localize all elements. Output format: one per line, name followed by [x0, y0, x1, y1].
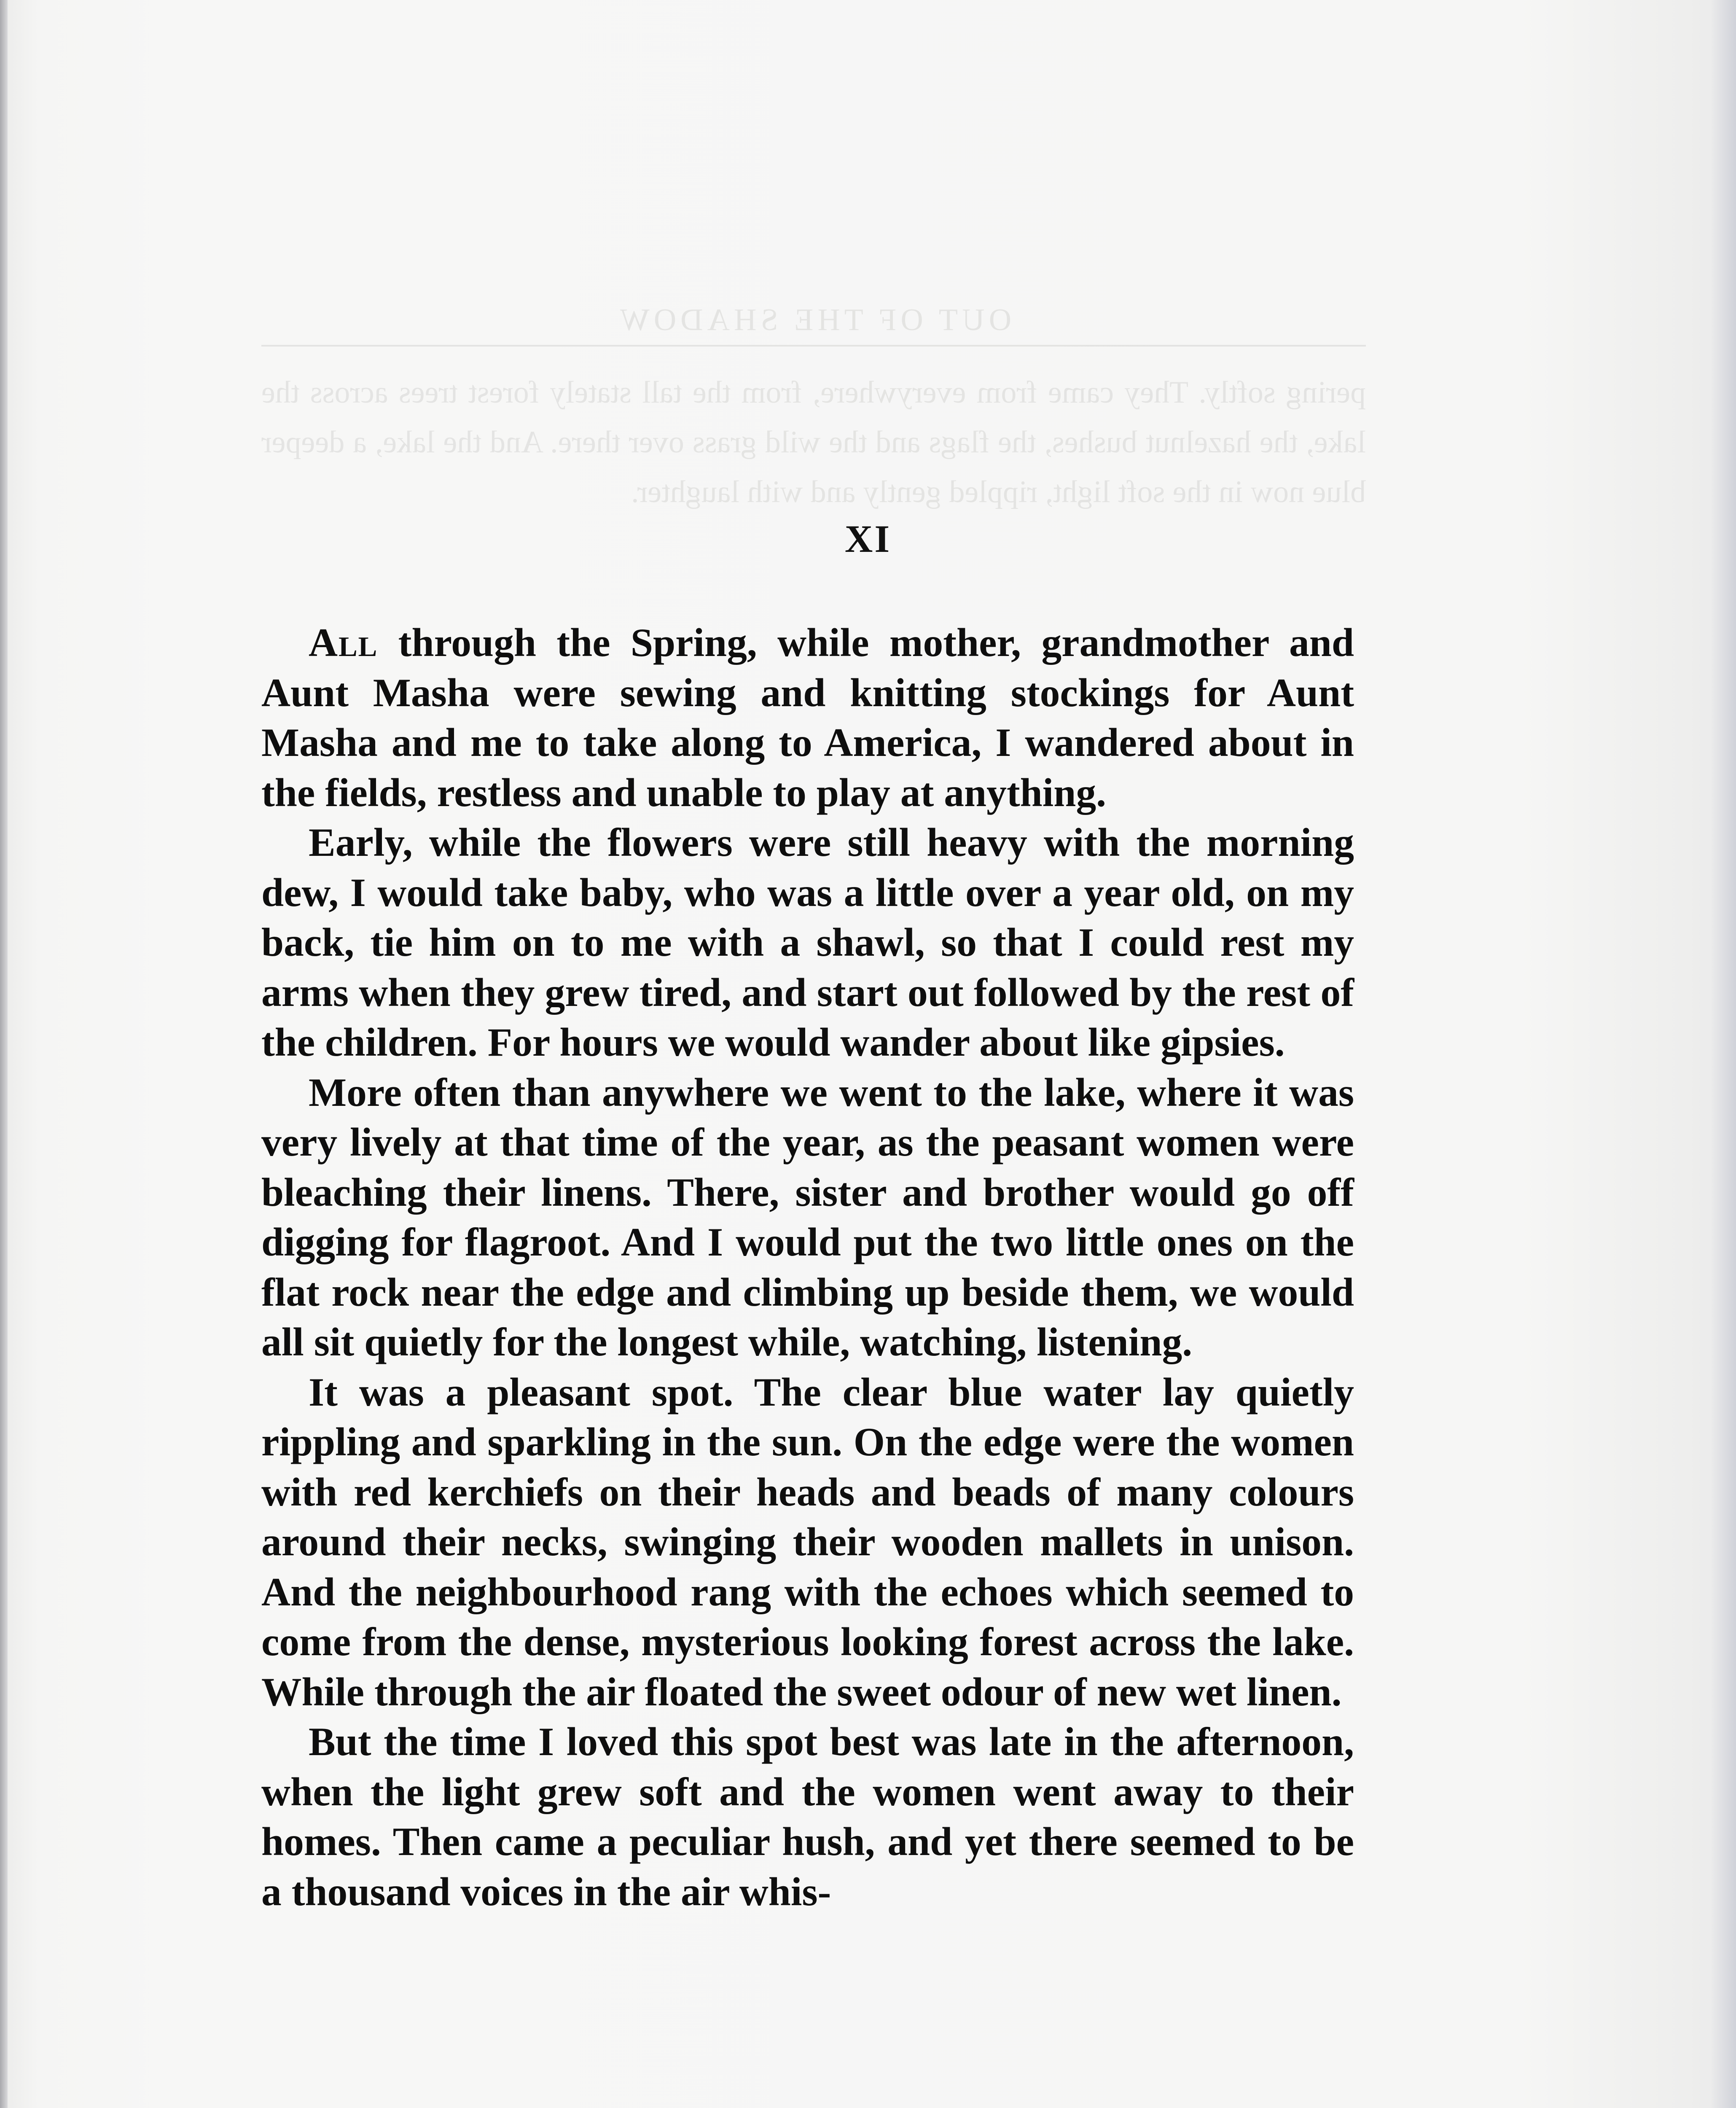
- paragraph-1: [261, 618, 1354, 817]
- show-through-text: pering softly. They came from everywhere, from the tall stately forest trees across the lake, the hazelnut bushes, the flags and the wild grass over there. And the lake, a deeper blue now in the soft light, rippled gently and with laughter.: [261, 375, 1366, 509]
- paragraph-2: Early, while the flowers were still heavy with the morning dew, I would take baby, who was a little over a year old, on my back, tie him on to me with a shawl, so that I could rest my arms when they grew tired, and start out followed by the rest of the children. For hours we would wander about like gipsies.: [261, 820, 1354, 1065]
- show-through-header: OUT OF THE SHADOW: [261, 295, 1366, 347]
- page-edge-shadow: [1711, 0, 1736, 2108]
- paragraph-4: It was a pleasant spot. The clear blue water lay quietly rippling and sparkling in the sun. On the edge were the women with red kerchiefs on their heads and beads of many colours around their necks, swinging their wooden mallets in unison. And the neighbourhood rang with the echoes which seemed to come from the dense, mysterious looking forest across the lake. While through the air floated the sweet odour of new wet linen.: [261, 1369, 1354, 1714]
- book-edge: [0, 0, 8, 2108]
- paragraph-5: But the time I loved this spot best was late in the afternoon, when the light grew soft and the women went away to their homes. Then came a peculiar hush, and yet there seemed to be a thousand voices in the air whis-: [261, 1719, 1354, 1914]
- paragraph-1-text: through the Spring, while mother, grandmother and Aunt Masha were sewing and knitting stockings for Aunt Masha and me to take along to America, I wandered about in the fields, restless and unable to play at anything.: [261, 620, 1354, 815]
- body-text: [261, 618, 1354, 1917]
- chapter-heading: XI: [844, 517, 892, 560]
- opening-word: All: [309, 620, 378, 665]
- paragraph-3: More often than anywhere we went to the lake, where it was very lively at that time of the year, as the peasant women were bleaching their linens. There, sister and brother would go off digging for flagroot. And I would put the two little ones on the flat rock near the edge and climbing up beside them, we would all sit quietly for the longest while, watching, listening.: [261, 1070, 1354, 1364]
